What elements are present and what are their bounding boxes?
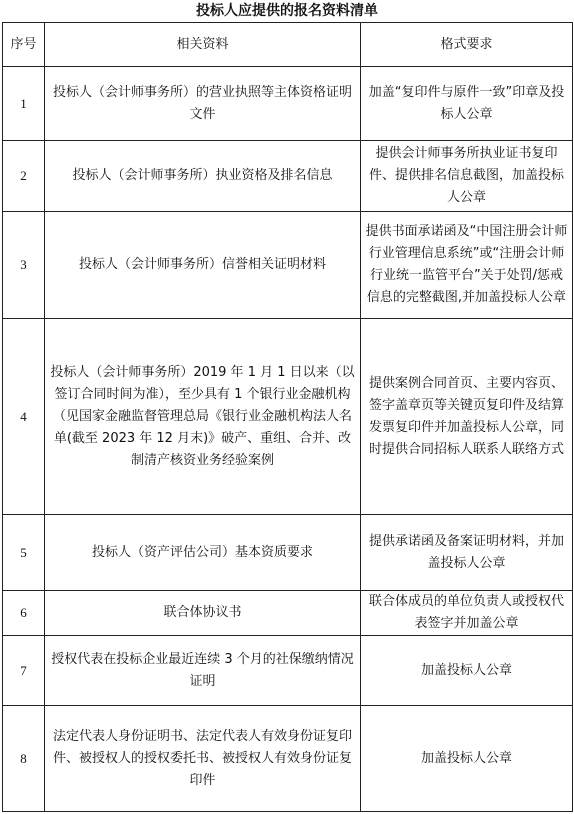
row-number: 4 — [3, 319, 45, 515]
row-number: 8 — [3, 706, 45, 812]
row-number: 1 — [3, 67, 45, 141]
table-row — [3, 636, 573, 706]
table-row — [3, 591, 573, 636]
row-material: 法定代表人身份证明书、法定代表人有效身份证复印件、被授权人的授权委托书、被授权人有效身份证复印件 — [45, 706, 361, 812]
row-material: 投标人（会计师事务所）的营业执照等主体资格证明文件 — [45, 67, 361, 141]
row-material: 联合体协议书 — [45, 591, 361, 636]
row-material: 投标人（资产评估公司）基本资质要求 — [45, 515, 361, 591]
row-material: 授权代表在投标企业最近连续 3 个月的社保缴纳情况证明 — [45, 636, 361, 706]
row-format: 提供会计师事务所执业证书复印件、提供排名信息截图，加盖投标人公章 — [361, 141, 573, 212]
document-title: 投标人应提供的报名资料清单 — [196, 3, 378, 19]
table-header-row — [3, 23, 573, 67]
row-format: 提供承诺函及备案证明材料，并加盖投标人公章 — [361, 515, 573, 591]
row-material: 投标人（会计师事务所）执业资格及排名信息 — [45, 141, 361, 212]
row-format: 加盖“复印件与原件一致”印章及投标人公章 — [361, 67, 573, 141]
table-row — [3, 706, 573, 812]
row-format: 加盖投标人公章 — [361, 636, 573, 706]
row-format: 联合体成员的单位负责人或授权代表签字并加盖公章 — [361, 591, 573, 636]
table-row — [3, 319, 573, 515]
row-format: 加盖投标人公章 — [361, 706, 573, 812]
table-row — [3, 515, 573, 591]
header-material: 相关资料 — [45, 23, 361, 67]
row-number: 2 — [3, 141, 45, 212]
header-no: 序号 — [3, 23, 45, 67]
row-number: 3 — [3, 212, 45, 319]
table-row — [3, 141, 573, 212]
table-row — [3, 67, 573, 141]
row-number: 7 — [3, 636, 45, 706]
row-format: 提供书面承诺函及“中国注册会计师行业管理信息系统”或“注册会计师行业统一监管平台”关于处罚/惩戒信息的完整截图,并加盖投标人公章 — [361, 212, 573, 319]
table-row — [3, 212, 573, 319]
row-material: 投标人（会计师事务所）信誉相关证明材料 — [45, 212, 361, 319]
row-number: 6 — [3, 591, 45, 636]
header-format: 格式要求 — [361, 23, 573, 67]
row-format: 提供案例合同首页、主要内容页、签字盖章页等关键页复印件及结算发票复印件并加盖投标人公章，同时提供合同招标人联系人联络方式 — [361, 319, 573, 515]
row-material: 投标人（会计师事务所）2019 年 1 月 1 日以来（以签订合同时间为准），至少具有 1 个银行业金融机构（见国家金融监督管理总局《银行业金融机构法人名单(截至 2023 年 12 月末)》破产、重组、合并、改制清产核资业务经验案例 — [45, 319, 361, 515]
materials-table — [2, 22, 573, 812]
row-number: 5 — [3, 515, 45, 591]
